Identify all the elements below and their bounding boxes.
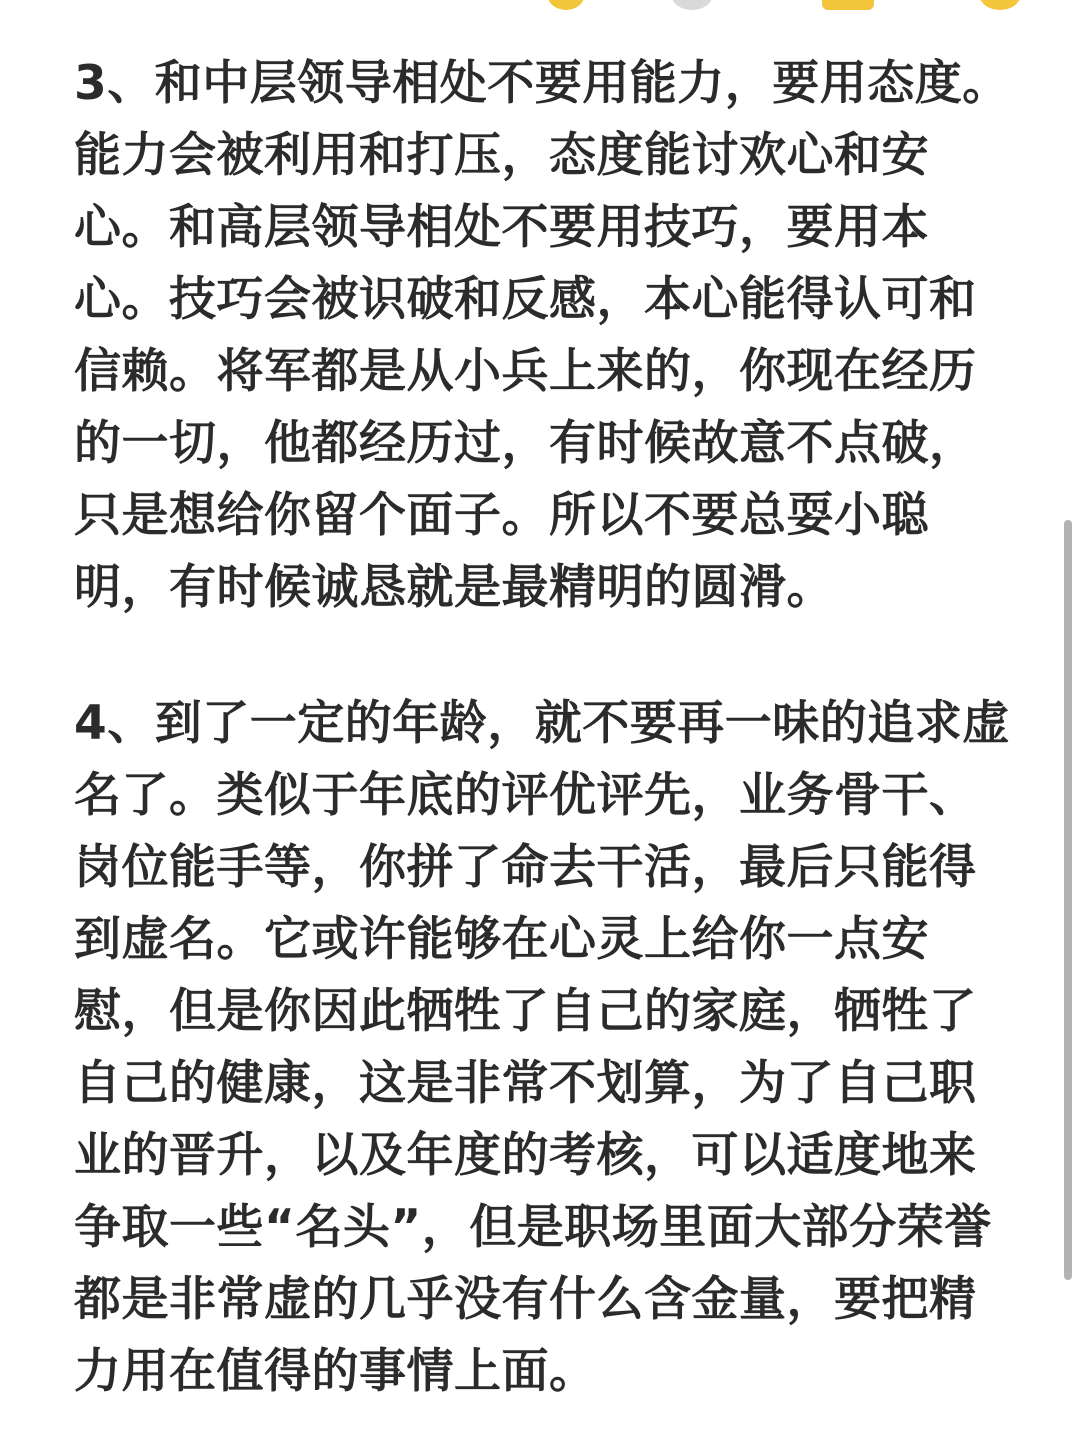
grey-circle-icon[interactable] <box>672 0 712 10</box>
top-toolbar-strip <box>0 0 1080 12</box>
text-line: 能力会被利用和打压，态度能讨欢心和安 <box>74 128 929 183</box>
paragraph-3 <box>74 48 1014 624</box>
text-line: 心。技巧会被识破和反感，本心能得认可和 <box>74 272 977 327</box>
text-line: 慰，但是你因此牺牲了自己的家庭，牺牲了 <box>74 984 977 1039</box>
text-line: 名了。类似于年底的评优评先，业务骨干、 <box>74 768 977 823</box>
paragraph-4 <box>74 688 1014 1408</box>
vertical-scrollbar[interactable] <box>1064 520 1072 1280</box>
text-line: 4、到了一定的年龄，就不要再一味的追求虚 <box>74 696 1010 751</box>
gold-badge-icon[interactable] <box>822 0 874 10</box>
text-line: 争取一些“名头”，但是职场里面大部分荣誉 <box>74 1200 992 1255</box>
text-line: 都是非常虚的几乎没有什么含金量，要把精 <box>74 1272 977 1327</box>
article-body <box>74 48 1014 1408</box>
coin-icon[interactable] <box>980 0 1020 10</box>
text-line: 岗位能手等，你拼了命去干活，最后只能得 <box>74 840 977 895</box>
text-line: 只是想给你留个面子。所以不要总耍小聪 <box>74 488 929 543</box>
text-line: 3、和中层领导相处不要用能力，要用态度。 <box>74 56 1010 111</box>
text-line: 明，有时候诚恳就是最精明的圆滑。 <box>74 560 834 615</box>
text-line: 力用在值得的事情上面。 <box>74 1344 597 1399</box>
text-line: 的一切，他都经历过，有时候故意不点破， <box>74 416 977 471</box>
coin-icon[interactable] <box>548 0 584 10</box>
text-line: 到虚名。它或许能够在心灵上给你一点安 <box>74 912 929 967</box>
text-line: 自己的健康，这是非常不划算，为了自己职 <box>74 1056 977 1111</box>
text-line: 心。和高层领导相处不要用技巧，要用本 <box>74 200 929 255</box>
text-line: 信赖。将军都是从小兵上来的，你现在经历 <box>74 344 977 399</box>
text-line: 业的晋升，以及年度的考核，可以适度地来 <box>74 1128 977 1183</box>
paragraph-spacer <box>74 624 1014 688</box>
